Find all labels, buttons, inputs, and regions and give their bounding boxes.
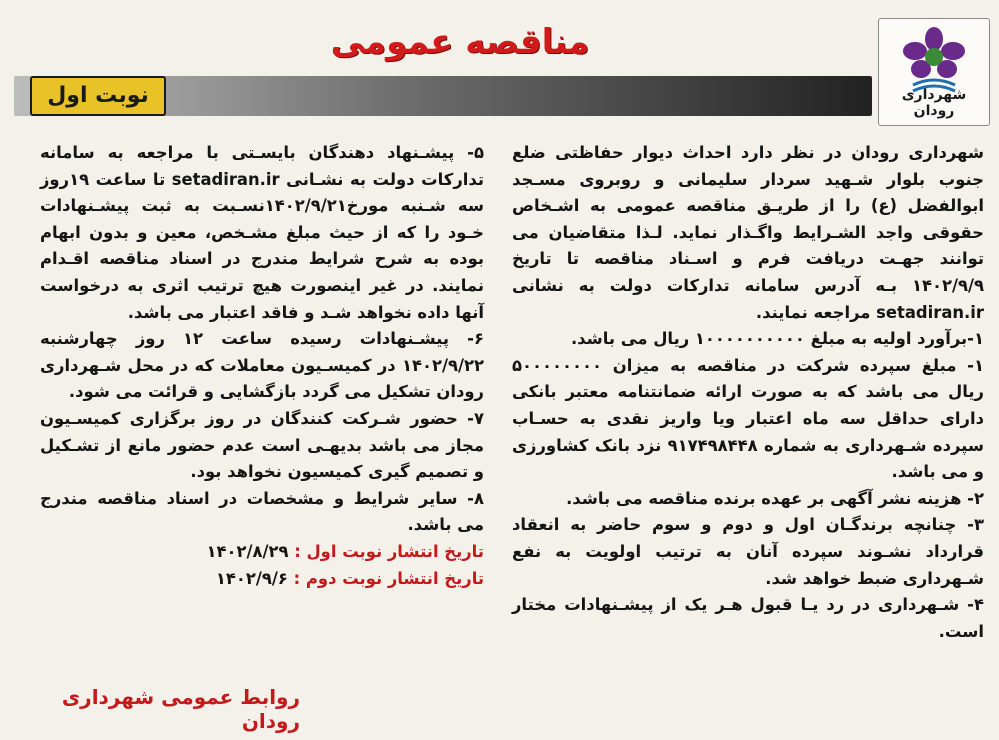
publication-second-label: تاریخ انتشار نوبت دوم : [293, 568, 484, 588]
left-column [40, 140, 484, 592]
publication-first-date: ۱۴۰۲/۸/۲۹ [206, 541, 289, 561]
publication-first-label: تاریخ انتشار نوبت اول : [294, 541, 484, 561]
public-relations-signature: روابط عمومی شهرداری رودان [61, 685, 300, 733]
right-column [512, 140, 984, 645]
clause-municipality-rights: ۴- شـهرداری در رد یـا قبول هـر یک از پیشـنهادات مختار است. [512, 595, 984, 641]
clause-opening: ۶- پیشـنهادات رسیده ساعت ۱۲ روز چهارشنبه ۱۴۰۲/۹/۲۲ در کمیسـیون معاملات که در محل شـهرداری رودان تشکیل می گردد بازگشایی و قرائت می شود. [40, 329, 484, 402]
clause-ad-cost: ۲- هزینه نشر آگهی بر عهده برنده مناقصه می باشد. [566, 488, 984, 508]
clause-other-terms: ۸- سایر شرایط و مشخصات در اسناد مناقصه مندرج می باشد. [40, 488, 484, 535]
notice-title: مناقصه عمومی [330, 22, 590, 62]
municipality-logo [878, 18, 990, 126]
clause-winners: ۳- چنانچه برندگـان اول و دوم و سوم حاضر به انعقاد قرارداد نشـوند سپرده آنان به ترتیب اولویت به نفع شـهرداری ضبط خواهد شد. [512, 515, 984, 588]
clause-deposit: ۱- مبلغ سپرده شرکت در مناقصه به میزان ۵۰۰۰۰۰۰۰۰ ریال می باشد که به صورت ارائه ضمانتنامه معتبر بانکی دارای حداقل سه ماه اعتبار ویا واریز نقدی به حسـاب سپرده شـهرداری به شماره ۹۱۷۴۹۸۴۴۸ نزد بانک کشاورزی و می باشد. [512, 355, 984, 482]
publication-second [40, 566, 484, 593]
clause-attendance: ۷- حضور شـرکت کنندگان در روز برگزاری کمیسـیون مجاز می باشد بدیهـی است عدم حضور مانع از تشـکیل و تصمیم گیری کمیسیون نخواهد بود. [40, 408, 484, 482]
clause-submission: ۵- پیشـنهاد دهندگان بایسـتی با مراجعه به سامانه تدارکات دولت به نشـانی setadiran.ir تا ساعت ۱۹روز سه شـنبه مورخ۱۴۰۲/۹/۲۱نسـبت به ثبت پیشـنهادات خـود را که از حیث مبلغ مشـخص، معین و بدون ابهام بوده به شرح شرایط مندرج در اسناد مناقصه اقـدام نمایند. در غیر اینصورت هیچ ترتیب اثری به درخواست آنها داده نخواهد شـد و فاقد اعتبار می باشد. [40, 143, 485, 322]
publication-second-date: ۱۴۰۲/۹/۶ [215, 568, 288, 588]
publication-first [40, 539, 484, 566]
clause-estimate: ۱-برآورد اولیه به مبلغ ۱۰۰۰۰۰۰۰۰۰۰ ریال می باشد. [570, 329, 984, 349]
round-badge: نوبت اول [30, 76, 166, 116]
logo-caption: شهرداری رودان [901, 87, 967, 119]
intro-paragraph: شهرداری رودان در نظر دارد احداث دیوار حفاظتی ضلع جنوب بلوار شـهید سردار سلیمانی و روبروی مسـجد ابوالفضل (ع) را از طریـق مناقصه عمومی به اشـخاص حقوقی واجد الشـرایط واگـذار نماید. لـذا متقاضیان می توانند جهـت دریافت فرم و اسـناد مناقصه تا تاریخ ۱۴۰۲/۹/۹ بـه آدرس سامانه تدارکات دولت به نشانی setadiran.ir مراجعه نمایند. [512, 143, 984, 322]
